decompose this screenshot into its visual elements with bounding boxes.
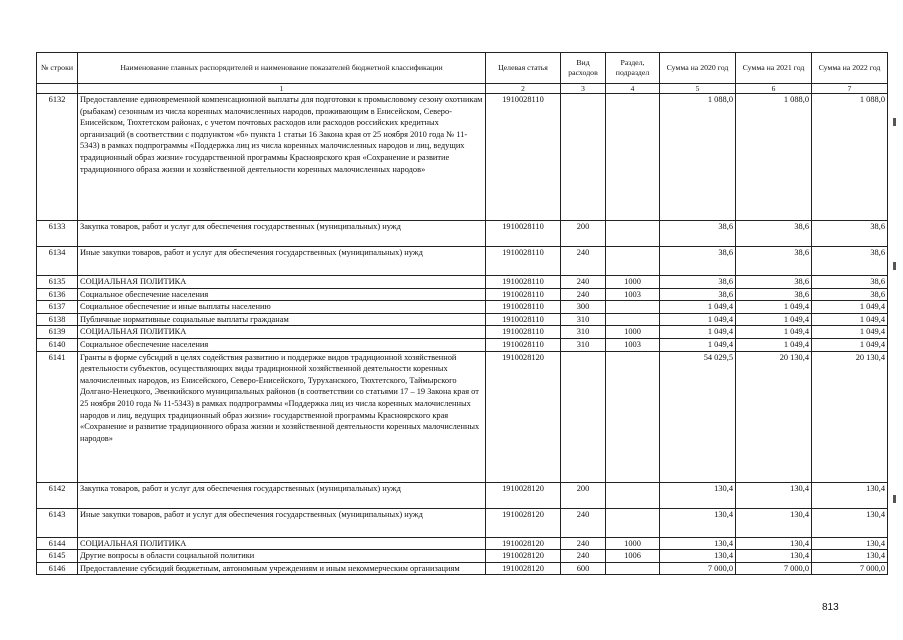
table-row	[37, 247, 888, 276]
row-expense-kind: 600	[561, 562, 606, 575]
row-number: 6143	[37, 508, 78, 537]
table-row	[37, 221, 888, 247]
row-sum-2022: 38,6	[812, 247, 888, 276]
row-target-article: 1910028120	[486, 537, 561, 550]
table-row	[37, 326, 888, 339]
row-sum-2021: 38,6	[736, 276, 812, 289]
row-expense-kind: 240	[561, 288, 606, 301]
row-section: 1000	[606, 537, 660, 550]
column-number: 3	[561, 84, 606, 94]
row-sum-2021: 130,4	[736, 537, 812, 550]
row-target-article: 1910028110	[486, 288, 561, 301]
row-section	[606, 247, 660, 276]
row-target-article: 1910028110	[486, 313, 561, 326]
row-number: 6137	[37, 301, 78, 314]
row-section	[606, 301, 660, 314]
column-number: 2	[486, 84, 561, 94]
row-section: 1003	[606, 338, 660, 351]
row-number: 6134	[37, 247, 78, 276]
scan-edge-mark	[893, 118, 896, 126]
row-sum-2021: 130,4	[736, 482, 812, 508]
row-target-article: 1910028110	[486, 301, 561, 314]
table-row	[37, 94, 888, 221]
row-sum-2020: 1 049,4	[660, 326, 736, 339]
table-row	[37, 313, 888, 326]
row-sum-2022: 7 000,0	[812, 562, 888, 575]
row-name: Социальное обеспечение населения	[78, 288, 486, 301]
row-sum-2020: 38,6	[660, 288, 736, 301]
row-sum-2021: 130,4	[736, 508, 812, 537]
row-sum-2022: 38,6	[812, 276, 888, 289]
row-sum-2021: 130,4	[736, 550, 812, 563]
row-expense-kind: 240	[561, 276, 606, 289]
table-row	[37, 482, 888, 508]
row-sum-2022: 130,4	[812, 482, 888, 508]
row-name: Закупка товаров, работ и услуг для обеспечения государственных (муниципальных) нужд	[78, 221, 486, 247]
page-number: 813	[822, 602, 839, 613]
row-sum-2020: 130,4	[660, 508, 736, 537]
row-name: Иные закупки товаров, работ и услуг для обеспечения государственных (муниципальных) нужд	[78, 508, 486, 537]
row-number: 6138	[37, 313, 78, 326]
row-number: 6140	[37, 338, 78, 351]
row-expense-kind: 310	[561, 326, 606, 339]
row-name: Публичные нормативные социальные выплаты гражданам	[78, 313, 486, 326]
row-number: 6135	[37, 276, 78, 289]
header-row	[37, 53, 888, 84]
table-row	[37, 288, 888, 301]
row-name: Предоставление единовременной компенсационной выплаты для подготовки к промысловому сезону охотникам (рыбакам) сезонным из числа коренных малочисленных народов, проживающим в Енисейском, Северо-Енисейском, Тюхтетском районах, с учетом почтовых расходов или расходов российских кредитных организаций (в соответствии с подпунктом «б» пункта 1 статьи 16 Закона края от 25 ноября 2010 года № 11-5343) в рамках подпрограммы «Поддержка лиц из числа коренных малочисленных народов и лиц, ведущих традиционный образ жизни» государственной программы Красноярского края «Сохранение и развитие традиционного образа жизни и хозяйственной деятельности коренных малочисленных народов»	[78, 94, 486, 221]
row-name: Иные закупки товаров, работ и услуг для обеспечения государственных (муниципальных) нужд	[78, 247, 486, 276]
header-section: Раздел, подраздел	[606, 53, 660, 84]
table-row	[37, 537, 888, 550]
row-name: Гранты в форме субсидий в целях содействия развитию и поддержке видов традиционной хозяйственной деятельности субъектов, осуществляющих виды традиционной хозяйственной деятельности коренных малочисленных народов, из Енисейского, Северо-Енисейского, Туруханского, Тюхтетского, Таймырского Долгано-Ненецкого, Эвенкийского муниципальных районов (в соответствии со статьями 17 – 19 Закона края от 25 ноября 2010 года № 11-5343) в рамках подпрограммы «Поддержка лиц из числа коренных малочисленных народов и лиц, ведущих традиционный образ жизни» государственной программы Красноярского края «Сохранение и развитие традиционного образа жизни и хозяйственной деятельности коренных малочисленных народов»	[78, 351, 486, 482]
row-section	[606, 562, 660, 575]
row-number: 6136	[37, 288, 78, 301]
row-sum-2021: 1 049,4	[736, 313, 812, 326]
row-expense-kind: 310	[561, 313, 606, 326]
table-row	[37, 562, 888, 575]
row-section: 1000	[606, 326, 660, 339]
budget-table	[36, 52, 888, 575]
table-row	[37, 351, 888, 482]
row-number: 6144	[37, 537, 78, 550]
row-target-article: 1910028110	[486, 94, 561, 221]
row-sum-2022: 1 049,4	[812, 326, 888, 339]
row-target-article: 1910028110	[486, 276, 561, 289]
row-name: Предоставление субсидий бюджетным, автономным учреждениям и иным некоммерческим организациям	[78, 562, 486, 575]
row-target-article: 1910028120	[486, 508, 561, 537]
row-name: СОЦИАЛЬНАЯ ПОЛИТИКА	[78, 326, 486, 339]
scan-edge-mark	[893, 495, 896, 503]
row-sum-2020: 7 000,0	[660, 562, 736, 575]
row-name: СОЦИАЛЬНАЯ ПОЛИТИКА	[78, 537, 486, 550]
row-number: 6142	[37, 482, 78, 508]
row-expense-kind: 200	[561, 482, 606, 508]
header-sum-2022: Сумма на 2022 год	[812, 53, 888, 84]
row-section	[606, 221, 660, 247]
row-sum-2020: 38,6	[660, 276, 736, 289]
row-section: 1003	[606, 288, 660, 301]
header-sum-2020: Сумма на 2020 год	[660, 53, 736, 84]
row-sum-2022: 1 049,4	[812, 338, 888, 351]
row-sum-2022: 38,6	[812, 288, 888, 301]
row-sum-2020: 1 049,4	[660, 313, 736, 326]
header-name: Наименование главных распорядителей и наименование показателей бюджетной классификации	[78, 53, 486, 84]
row-name: СОЦИАЛЬНАЯ ПОЛИТИКА	[78, 276, 486, 289]
row-number: 6145	[37, 550, 78, 563]
row-name: Другие вопросы в области социальной политики	[78, 550, 486, 563]
row-name: Социальное обеспечение и иные выплаты населению	[78, 301, 486, 314]
column-number: 6	[736, 84, 812, 94]
row-sum-2020: 130,4	[660, 550, 736, 563]
row-target-article: 1910028120	[486, 550, 561, 563]
column-number: 1	[78, 84, 486, 94]
row-target-article: 1910028110	[486, 338, 561, 351]
table-row	[37, 276, 888, 289]
row-expense-kind	[561, 351, 606, 482]
column-number: 7	[812, 84, 888, 94]
row-sum-2020: 38,6	[660, 221, 736, 247]
column-number-row	[37, 84, 888, 94]
row-sum-2022: 38,6	[812, 221, 888, 247]
row-sum-2020: 1 049,4	[660, 301, 736, 314]
table-row	[37, 550, 888, 563]
row-sum-2021: 1 049,4	[736, 326, 812, 339]
row-sum-2022: 1 088,0	[812, 94, 888, 221]
row-expense-kind: 240	[561, 550, 606, 563]
row-sum-2022: 1 049,4	[812, 301, 888, 314]
row-sum-2020: 1 049,4	[660, 338, 736, 351]
row-sum-2021: 1 049,4	[736, 338, 812, 351]
row-section: 1006	[606, 550, 660, 563]
row-number: 6132	[37, 94, 78, 221]
row-name: Социальное обеспечение населения	[78, 338, 486, 351]
row-sum-2020: 54 029,5	[660, 351, 736, 482]
row-sum-2022: 130,4	[812, 537, 888, 550]
header-expense-kind: Вид расходов	[561, 53, 606, 84]
row-expense-kind: 240	[561, 247, 606, 276]
row-section	[606, 94, 660, 221]
row-sum-2021: 38,6	[736, 247, 812, 276]
row-expense-kind: 300	[561, 301, 606, 314]
row-expense-kind: 310	[561, 338, 606, 351]
row-sum-2021: 1 049,4	[736, 301, 812, 314]
row-number: 6141	[37, 351, 78, 482]
row-section	[606, 508, 660, 537]
row-section	[606, 351, 660, 482]
row-sum-2020: 130,4	[660, 537, 736, 550]
row-sum-2022: 1 049,4	[812, 313, 888, 326]
row-sum-2021: 20 130,4	[736, 351, 812, 482]
column-number: 4	[606, 84, 660, 94]
column-number	[37, 84, 78, 94]
header-sum-2021: Сумма на 2021 год	[736, 53, 812, 84]
row-sum-2021: 7 000,0	[736, 562, 812, 575]
row-target-article: 1910028120	[486, 482, 561, 508]
header-target-article: Целевая статья	[486, 53, 561, 84]
row-expense-kind: 240	[561, 537, 606, 550]
row-sum-2022: 20 130,4	[812, 351, 888, 482]
row-expense-kind	[561, 94, 606, 221]
row-section: 1000	[606, 276, 660, 289]
row-sum-2020: 130,4	[660, 482, 736, 508]
row-number: 6133	[37, 221, 78, 247]
header-row-number: № строки	[37, 53, 78, 84]
row-sum-2020: 1 088,0	[660, 94, 736, 221]
row-target-article: 1910028120	[486, 562, 561, 575]
column-number: 5	[660, 84, 736, 94]
row-sum-2022: 130,4	[812, 508, 888, 537]
row-number: 6146	[37, 562, 78, 575]
row-number: 6139	[37, 326, 78, 339]
row-name: Закупка товаров, работ и услуг для обеспечения государственных (муниципальных) нужд	[78, 482, 486, 508]
row-sum-2021: 38,6	[736, 288, 812, 301]
row-target-article: 1910028110	[486, 221, 561, 247]
row-sum-2021: 1 088,0	[736, 94, 812, 221]
table-row	[37, 338, 888, 351]
table-row	[37, 301, 888, 314]
row-section	[606, 313, 660, 326]
row-target-article: 1910028110	[486, 326, 561, 339]
table-row	[37, 508, 888, 537]
row-sum-2020: 38,6	[660, 247, 736, 276]
row-expense-kind: 240	[561, 508, 606, 537]
row-sum-2022: 130,4	[812, 550, 888, 563]
scan-edge-mark	[893, 262, 896, 270]
row-target-article: 1910028120	[486, 351, 561, 482]
row-section	[606, 482, 660, 508]
row-sum-2021: 38,6	[736, 221, 812, 247]
row-expense-kind: 200	[561, 221, 606, 247]
row-target-article: 1910028110	[486, 247, 561, 276]
